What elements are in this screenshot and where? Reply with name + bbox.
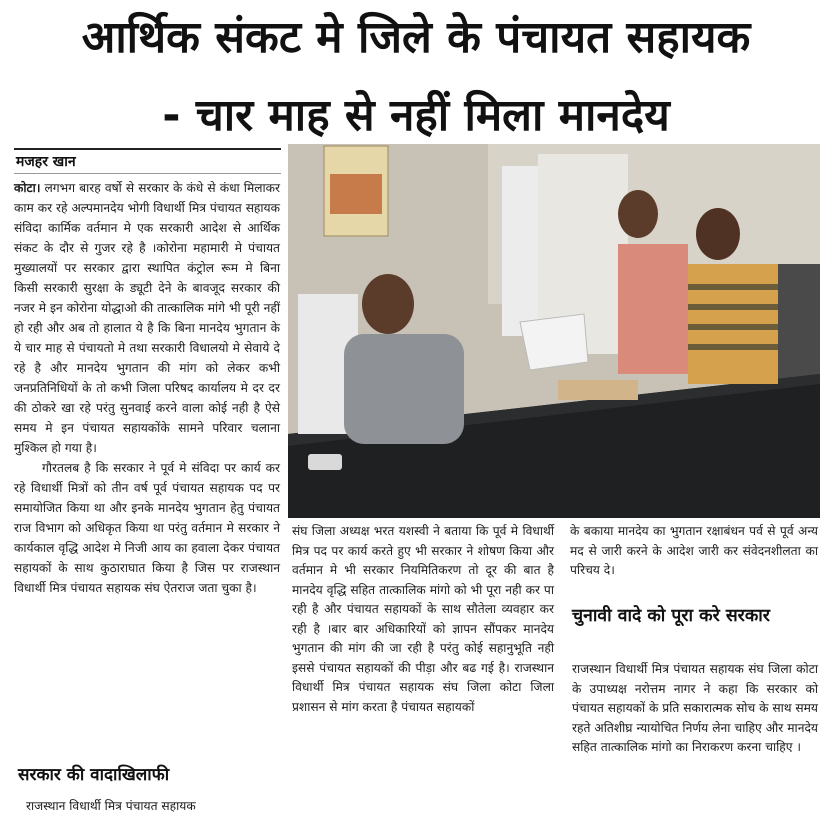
article-column-2 — [292, 522, 554, 717]
paragraph-6: राजस्थान विधार्थी मित्र पंचायत सहायक संघ जिला कोटा के उपाध्यक्ष नरोत्तम नागर ने कहा कि सरकार को पंचायत सहायकों के प्रति सकारात्मक सोच के साथ समय रहते अतिशीघ्र न्यायोचित निर्णय लेना चाहिए और मानदेय सहित तात्कालिक मांगो का निराकरण करना चाहिए । — [572, 662, 818, 754]
paragraph-2: गौरतलब है कि सरकार ने पूर्व मे संविदा पर कार्य कर रहे विधार्थी मित्रों को तीन वर्ष पूर्व पंचायत सहायक पद पर समायोजित किया था और इनके मानदेय भुगतान हेतु पंचायत राज विभाग को अधिकृत किया था परंतु वर्तमान मे सरकार ने कार्यकाल वृद्धि आदेश मे निजी आय का हवाला देकर पंचायत सहायकों के साथ कुठाराघात किया है जिस पर राजस्थान विधार्थी मित्र पंचायत सहायक संघ ऐतराज जता चुका है। — [14, 461, 280, 595]
paragraph-5: के बकाया मानदेय का भुगतान रक्षाबंधन पर्व से पूर्व अन्य मद से जारी करने के आदेश जारी कर संवेदनशीलता का परिचय दे। — [570, 524, 818, 577]
paragraph-1 — [14, 178, 280, 458]
article-column-1 — [14, 178, 280, 598]
article-column-3 — [570, 522, 818, 581]
byline: मजहर खान — [14, 148, 281, 174]
news-photo — [288, 144, 820, 518]
paragraph-1-text: लगभग बारह वर्षो से सरकार के कंधे से कंधा मिलाकर काम कर रहे अल्पमानदेय भोगी विधार्थी मित्र पंचायत सहायक संविदा कार्मिक वर्तमान मे एक सरकारी आदेश से आर्थिक संकट के दौर से गुजर रहे है ।कोरोना महामारी मे पंचायत मुख्यालयों पर सरकार द्वारा स्थापित कंट्रोल रूम मे बिना किसी सरकारी सुरक्षा के ड्यूटी देने के बावजूद सरकार की नजर मे इन कोरोना योद्धाओ की तात्कालिक मांगे भी पूरी नहीं हो रही और अब तो हालात ये है कि बिना मानदेय भुगतान के ये चार माह से पंचायतो मे तथा सरकारी विधालयो मे सेवाये दे रहे है और मानदेय भुगतान की मांग को लेकर कभी जनप्रतिनिधियों के तो कभी जिला परिषद कार्यालय मे दर दर की ठोकरे खा रहे परंतु सुनवाई करने वाला कोई नही है ऐसे समय मे इन पंचायत सहायकोंके सामने परिवार चलाना मुश्किल हो गया है। — [14, 181, 281, 455]
headline-line-1: आर्थिक संकट मे जिले के पंचायत सहायक — [81, 12, 751, 63]
subheading-2: चुनावी वादे को पूरा करे सरकार — [572, 606, 770, 626]
paragraph-3: राजस्थान विधार्थी मित्र पंचायत सहायक — [26, 799, 196, 813]
dateline: कोटा। — [14, 181, 41, 195]
subheading-1: सरकार की वादाखिलाफी — [18, 765, 170, 785]
photo-illustration — [288, 144, 820, 518]
paragraph-4: संघ जिला अध्यक्ष भरत यशस्वी ने बताया कि पूर्व मे विधार्थी मित्र पद पर कार्य करते हुए भी सरकार ने शोषण किया और वर्तमान मे भी सरकार नियमितिकरण तो दूर की बात है मानदेय वृद्धि सहित तात्कालिक मांगो को भी पूरा नही कर पा रही है और पंचायत सहायकों के साथ सौतेला व्यवहार कर रही है ।बार बार अधिकारियों को ज्ञापन सौंपकर मानदेय भुगतान की मांग की जा रही है परंतु कोई सहानुभूति नही इससे पंचायत सहायकों की पीड़ा और बढ गई है। राजस्थान विधार्थी मित्र पंचायत सहायक संघ जिला कोटा जिला प्रशासन से मांग करता है पंचायत सहायकों — [292, 524, 554, 714]
headline-line-2: - चार माह से नहीं मिला मानदेय — [162, 90, 670, 141]
